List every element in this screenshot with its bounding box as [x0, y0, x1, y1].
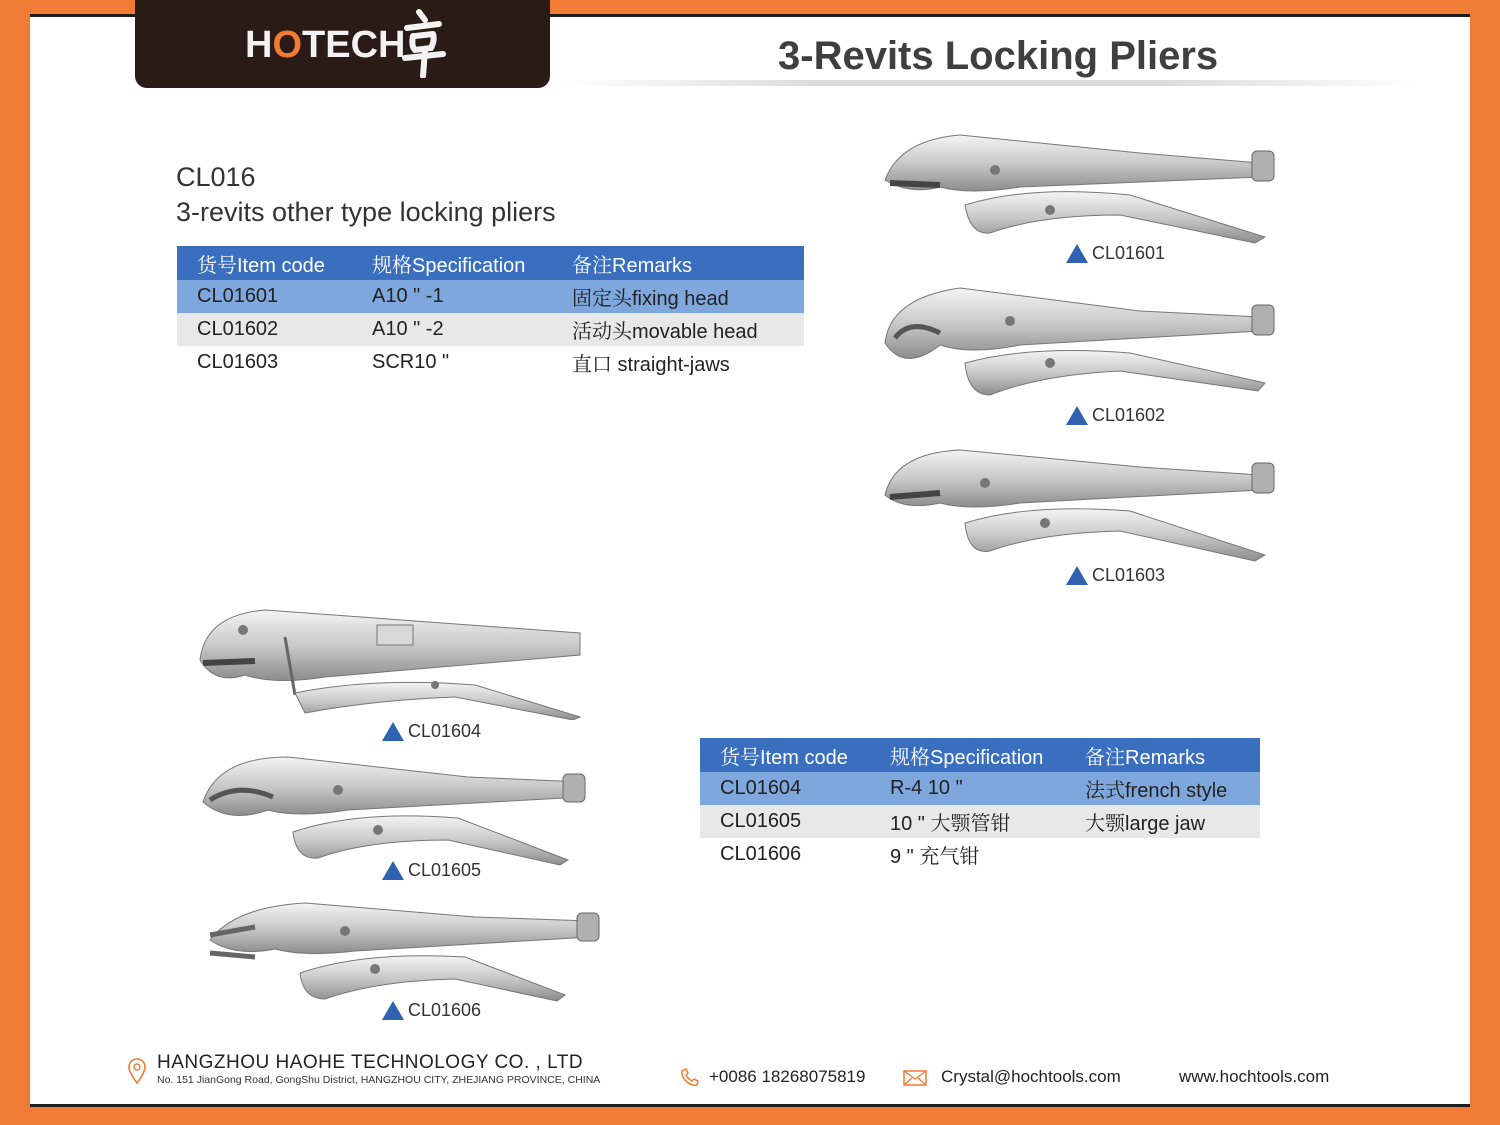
remarks-cell: 直口 straight-jaws: [552, 346, 804, 379]
remarks-cell: 活动头movable head: [552, 313, 804, 346]
header-item-code: 货号Item code: [177, 246, 352, 280]
calligraphy-mark-icon: [397, 6, 447, 78]
table-row: [177, 313, 804, 346]
header-remarks: 备注Remarks: [1065, 738, 1260, 772]
bottom-rule: [30, 1104, 1470, 1107]
header-remarks: 备注Remarks: [552, 246, 804, 280]
table-header-row: [177, 246, 804, 280]
table-row: [700, 805, 1260, 838]
table-row: [700, 772, 1260, 805]
locking-pliers-straight-jaw-icon: [880, 445, 1280, 565]
remarks-cell: 法式french style: [1065, 772, 1260, 805]
header-specification: 规格Specification: [352, 246, 552, 280]
table-row: [700, 838, 1260, 871]
triangle-marker-icon: [382, 722, 404, 741]
item-code-cell: CL01606: [700, 838, 870, 871]
product-cl01601: [880, 125, 1280, 245]
product-label-cl01601: CL01601: [1066, 243, 1165, 264]
series-description: 3-revits other type locking pliers: [176, 197, 556, 227]
product-label-cl01606: CL01606: [382, 1000, 481, 1021]
locking-pliers-large-jaw-icon: [198, 752, 593, 867]
item-code-cell: CL01603: [177, 346, 352, 379]
triangle-marker-icon: [1066, 244, 1088, 263]
product-label-cl01602: CL01602: [1066, 405, 1165, 426]
product-cl01606: [205, 895, 600, 1005]
phone-icon: [679, 1068, 701, 1088]
brand-logo: [135, 0, 550, 88]
specification-cell: SCR10 ": [352, 346, 552, 379]
company-address: No. 151 JianGong Road, GongShu District, HANGZHOU CITY, ZHEJIANG PROVINCE, CHINA: [157, 1074, 601, 1086]
specification-cell: 9 " 充气钳: [870, 838, 1065, 871]
item-code-cell: CL01601: [177, 280, 352, 313]
spec-table-1: [177, 246, 804, 379]
header-item-code: 货号Item code: [700, 738, 870, 772]
website-link[interactable]: www.hochtools.com: [1179, 1067, 1330, 1086]
item-code-cell: CL01604: [700, 772, 870, 805]
locking-pliers-french-style-icon: [195, 605, 585, 720]
company-name: HANGZHOU HAOHE TECHNOLOGY CO. , LTD: [157, 1052, 584, 1073]
remarks-cell: [1065, 838, 1260, 871]
product-label-cl01603: CL01603: [1066, 565, 1165, 586]
product-cl01603: [880, 445, 1280, 565]
title-underline: [560, 80, 1420, 86]
specification-cell: 10 " 大颚管钳: [870, 805, 1065, 838]
spec-table-2: [700, 738, 1260, 871]
specification-cell: R-4 10 ": [870, 772, 1065, 805]
location-pin-icon: [128, 1058, 146, 1084]
table-row: [177, 346, 804, 379]
specification-cell: A10 " -1: [352, 280, 552, 313]
email-address[interactable]: Crystal@hochtools.com: [941, 1067, 1121, 1086]
item-code-cell: CL01602: [177, 313, 352, 346]
locking-pliers-curved-jaw-icon: [880, 125, 1280, 245]
triangle-marker-icon: [382, 861, 404, 880]
locking-pliers-inflating-icon: [205, 895, 600, 1005]
table-header-row: [700, 738, 1260, 772]
logo-wordmark: HOTECH: [245, 24, 406, 66]
triangle-marker-icon: [382, 1001, 404, 1020]
remarks-cell: 固定头fixing head: [552, 280, 804, 313]
specification-cell: A10 " -2: [352, 313, 552, 346]
remarks-cell: 大颚large jaw: [1065, 805, 1260, 838]
series-code: CL016: [176, 162, 256, 192]
product-cl01602: [880, 283, 1280, 403]
product-cl01605: [198, 752, 593, 867]
locking-pliers-curved-jaw-icon: [880, 283, 1280, 403]
table-row: [177, 280, 804, 313]
triangle-marker-icon: [1066, 406, 1088, 425]
header-specification: 规格Specification: [870, 738, 1065, 772]
mail-icon: [903, 1070, 927, 1086]
triangle-marker-icon: [1066, 566, 1088, 585]
phone-number[interactable]: +0086 18268075819: [709, 1067, 866, 1086]
item-code-cell: CL01605: [700, 805, 870, 838]
product-cl01604: [195, 605, 585, 720]
page-title: 3-Revits Locking Pliers: [778, 34, 1219, 78]
product-label-cl01604: CL01604: [382, 721, 481, 742]
product-label-cl01605: CL01605: [382, 860, 481, 881]
